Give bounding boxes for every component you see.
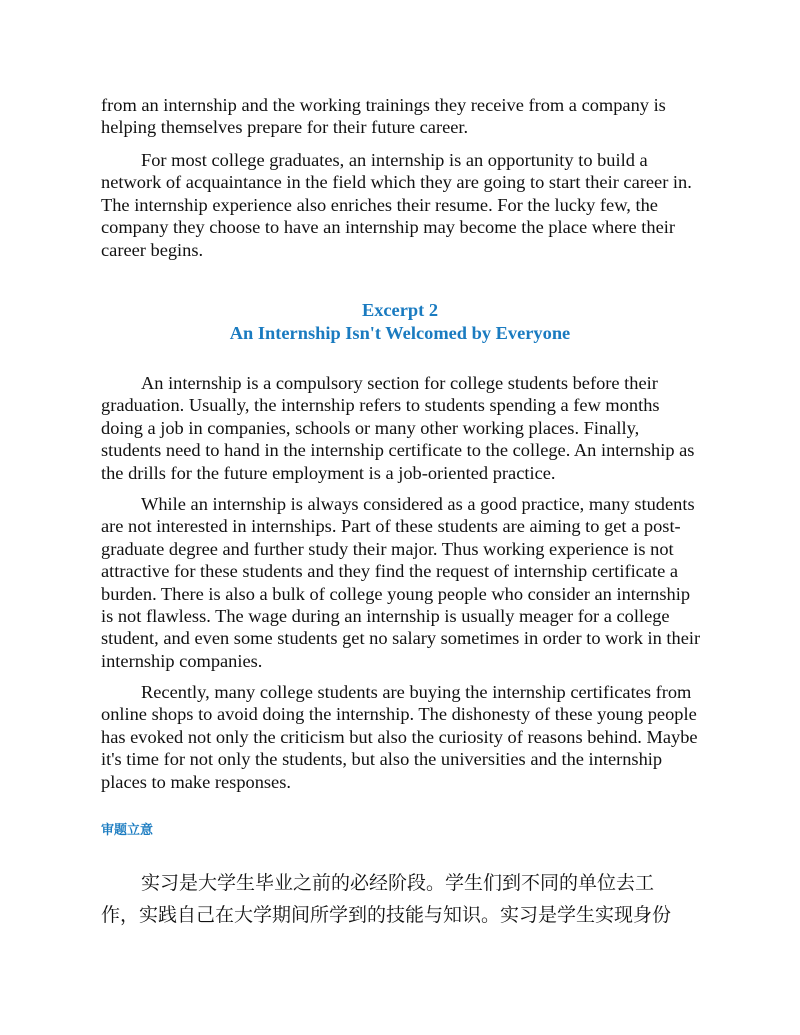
paragraph-compulsory-section: An internship is a compulsory section for college students before their graduation. Usually, the internship refers to students spending a few months doing a job in companies, schools or many other working places. Finally, students need to hand in the internship certificate to the college. An internship as the drills for the future employment is a job-oriented practice. (101, 373, 695, 483)
paragraph-buying-certificates: Recently, many college students are buying the internship certificates from online shops to avoid doing the internship. The dishonesty of these young people has evoked not only the criticism but also the curiosity of reasons behind. Maybe it's time for not only the students, but also the universities and the internship places to make responses. (101, 682, 698, 792)
analysis-section-label: 审题立意 (101, 823, 154, 838)
paragraph-not-interested: While an internship is always considered as a good practice, many students are not interested in internships. Part of these students are aiming to get a post-graduate degree and further study their major. Thus working experience is not attractive for these students and they find the request of internship certificate a burden. There is also a bulk of college young people who consider an internship is not flawless. The wage during an internship is usually meager for a college student, and even some students get no salary sometimes in order to work in their internship companies. (101, 494, 701, 671)
chinese-text-line-2: 作，实践自己在大学期间所学到的技能与知识。实习是学生实现身份 (101, 904, 672, 926)
paragraph-internship-opportunity: For most college graduates, an internship is an opportunity to build a network of acquaintance in the field which they are going to start their career in. The internship experience also enriches their resume. For the lucky few, the company they choose to have an internship may become the place where their career begins. (101, 150, 692, 260)
excerpt-number-heading: Excerpt 2 (361, 300, 439, 320)
chinese-text-line-1: 实习是大学生毕业之前的必经阶段。学生们到不同的单位去工 (141, 872, 655, 894)
paragraph-internship-career-prep: from an internship and the working trainings they receive from a company is helping themselves prepare for their future career. (101, 95, 666, 138)
excerpt-title-heading: An Internship Isn't Welcomed by Everyone (229, 323, 571, 343)
